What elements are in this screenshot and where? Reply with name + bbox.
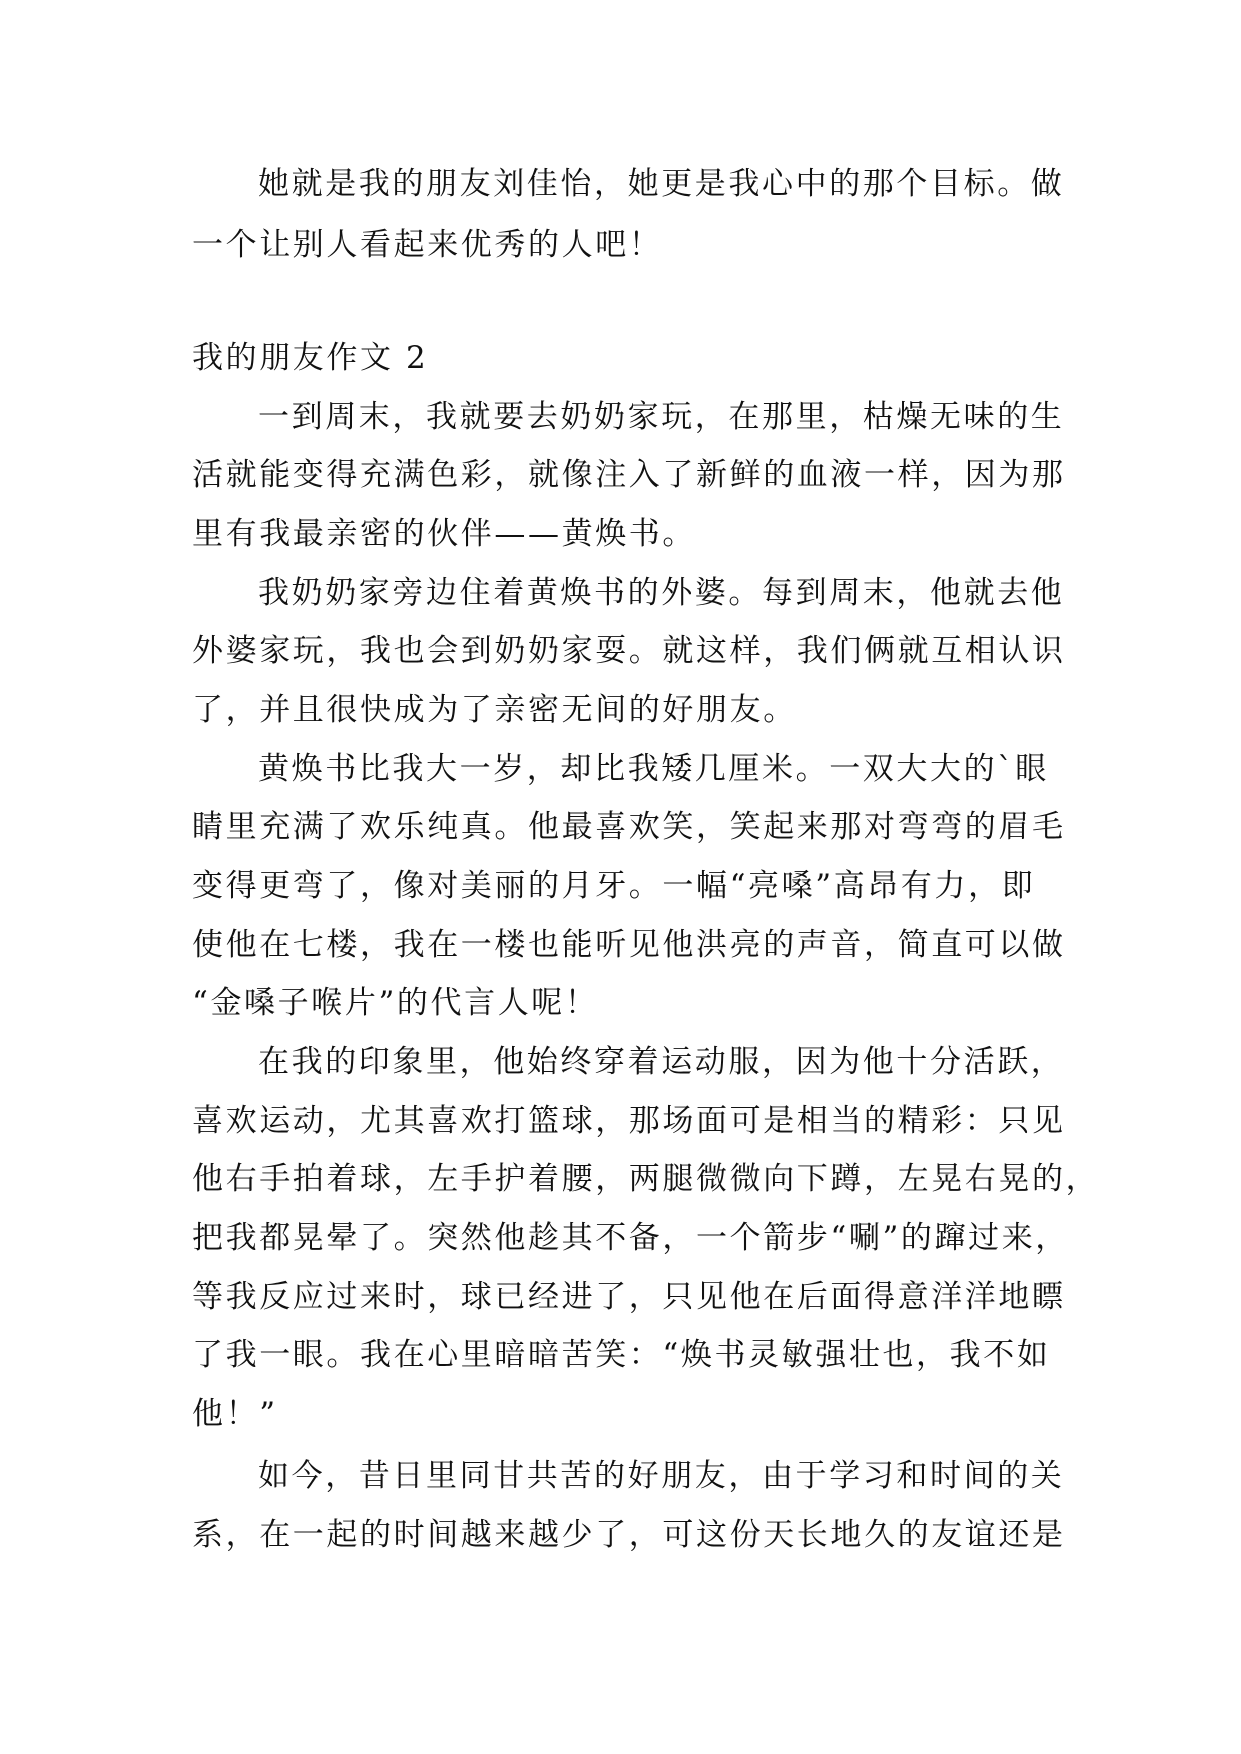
text-line: 她就是我的朋友刘佳怡，她更是我心中的那个目标。做 [258,166,1065,202]
section-title: 我的朋友作文 2 [192,340,429,376]
text-line: 外婆家玩，我也会到奶奶家耍。就这样，我们俩就互相认识 [192,633,1066,669]
text-line: 把我都晃晕了。突然他趁其不备，一个箭步“唰”的蹿过来， [192,1220,1069,1256]
text-line: 一到周末，我就要去奶奶家玩，在那里，枯燥无味的生 [258,399,1065,435]
text-line: 睛里充满了欢乐纯真。他最喜欢笑，笑起来那对弯弯的眉毛 [192,809,1066,845]
text-line: 在我的印象里，他始终穿着运动服，因为他十分活跃， [258,1044,1065,1080]
text-line: “金嗓子喉片”的代言人呢！ [192,985,599,1021]
text-line: 他！” [192,1396,278,1432]
text-line: 了，并且很快成为了亲密无间的好朋友。 [192,692,797,728]
text-line: 黄焕书比我大一岁，却比我矮几厘米。一双大大的`眼 [258,751,1049,787]
text-line: 活就能变得充满色彩，就像注入了新鲜的血液一样，因为那 [192,457,1066,493]
text-line: 系，在一起的时间越来越少了，可这份天长地久的友谊还是 [192,1517,1066,1553]
text-line: 等我反应过来时，球已经进了，只见他在后面得意洋洋地瞟 [192,1279,1066,1315]
text-line: 喜欢运动，尤其喜欢打篮球，那场面可是相当的精彩：只见 [192,1103,1066,1139]
text-line: 他右手拍着球，左手护着腰，两腿微微向下蹲，左晃右晃的， [192,1161,1100,1197]
text-line: 我奶奶家旁边住着黄焕书的外婆。每到周末，他就去他 [258,575,1065,611]
text-line: 了我一眼。我在心里暗暗苦笑：“焕书灵敏强壮也，我不如 [192,1337,1051,1373]
text-line: 里有我最亲密的伙伴——黄焕书。 [192,516,696,552]
text-line: 如今，昔日里同甘共苦的好朋友，由于学习和时间的关 [258,1458,1065,1494]
text-line: 使他在七楼，我在一楼也能听见他洪亮的声音，简直可以做 [192,927,1066,963]
text-line: 一个让别人看起来优秀的人吧！ [192,227,663,263]
text-line: 变得更弯了，像对美丽的月牙。一幅“亮嗓”高昂有力，即 [192,868,1036,904]
